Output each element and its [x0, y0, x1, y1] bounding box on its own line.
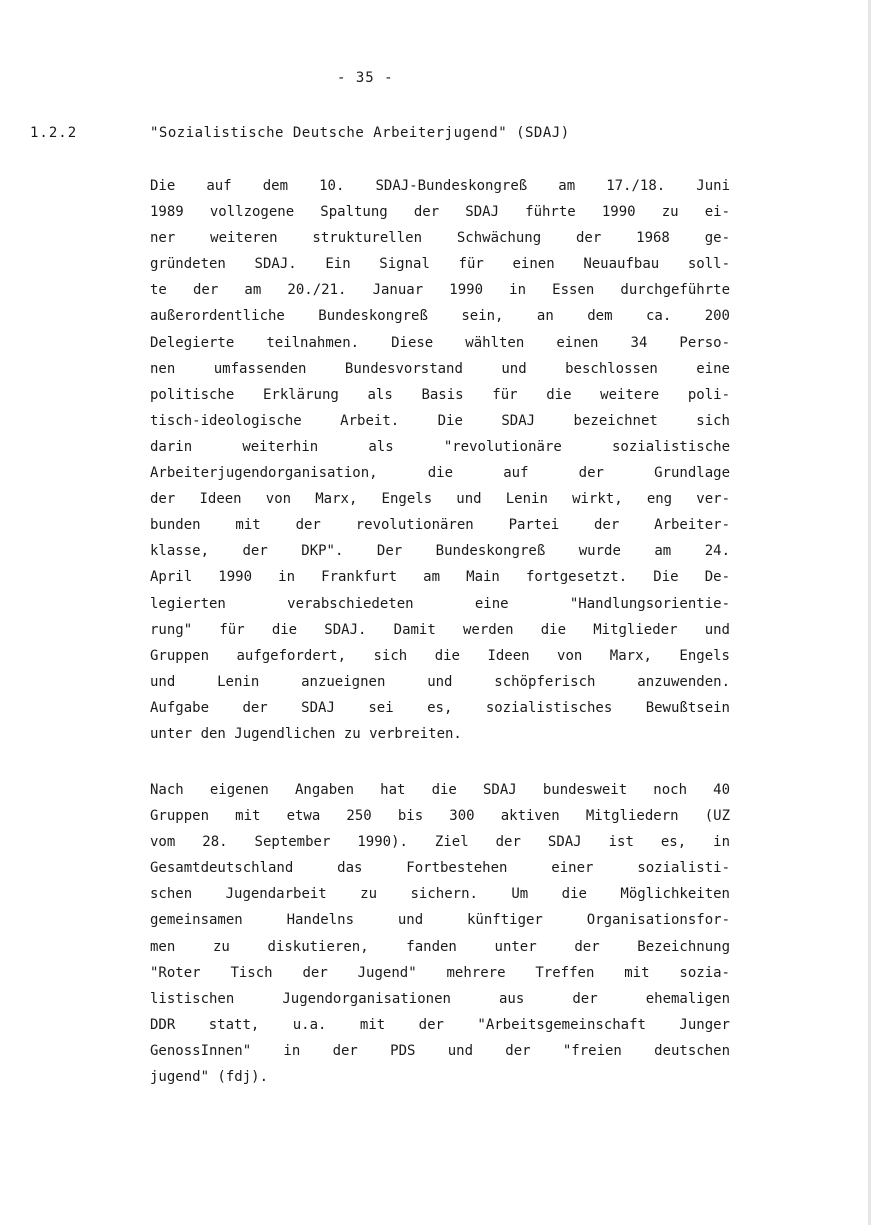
- text-line: GenossInnen" in der PDS und der "freien deutschen: [150, 1042, 730, 1059]
- text-line: April 1990 in Frankfurt am Main fortgesetzt. Die De-: [150, 569, 730, 586]
- text-line: unter den Jugendlichen zu verbreiten.: [150, 725, 462, 742]
- text-line: ner weiteren strukturellen Schwächung der 1968 ge-: [150, 230, 730, 247]
- section-title: "Sozialistische Deutsche Arbeiterjugend" (SDAJ): [150, 125, 570, 141]
- text-line: Arbeiterjugendorganisation, die auf der Grundlage: [150, 465, 730, 482]
- text-line: nen umfassenden Bundesvorstand und beschlossen eine: [150, 360, 730, 377]
- text-line: und Lenin anzueignen und schöpferisch anzuwenden.: [150, 673, 730, 690]
- text-line: Aufgabe der SDAJ sei es, sozialistisches Bewußtsein: [150, 699, 730, 716]
- text-line: gründeten SDAJ. Ein Signal für einen Neuaufbau soll-: [150, 256, 730, 273]
- text-line: schen Jugendarbeit zu sichern. Um die Möglichkeiten: [150, 886, 730, 903]
- text-line: listischen Jugendorganisationen aus der ehemaligen: [150, 990, 730, 1007]
- paragraph-sdaj-congress: [150, 173, 730, 747]
- text-line: 1989 vollzogene Spaltung der SDAJ führte 1990 zu ei-: [150, 204, 730, 221]
- text-line: Gruppen mit etwa 250 bis 300 aktiven Mitgliedern (UZ: [150, 808, 730, 825]
- section-number: 1.2.2: [30, 125, 78, 141]
- text-line: rung" für die SDAJ. Damit werden die Mitglieder und: [150, 621, 730, 638]
- text-line: te der am 20./21. Januar 1990 in Essen durchgeführte: [150, 282, 730, 299]
- text-line: Gesamtdeutschland das Fortbestehen einer sozialisti-: [150, 860, 730, 877]
- text-line: außerordentliche Bundeskongreß sein, an dem ca. 200: [150, 308, 730, 325]
- text-line: bunden mit der revolutionären Partei der Arbeiter-: [150, 517, 730, 534]
- paragraph-sdaj-groups: [150, 777, 730, 1090]
- text-line: vom 28. September 1990). Ziel der SDAJ ist es, in: [150, 834, 730, 851]
- text-line: Die auf dem 10. SDAJ-Bundeskongreß am 17./18. Juni: [150, 178, 730, 194]
- text-line: legierten verabschiedeten eine "Handlungsorientie-: [150, 595, 730, 612]
- text-line: Nach eigenen Angaben hat die SDAJ bundesweit noch 40: [150, 782, 730, 798]
- text-line: Gruppen aufgefordert, sich die Ideen von Marx, Engels: [150, 647, 730, 664]
- text-line: men zu diskutieren, fanden unter der Bezeichnung: [150, 938, 730, 955]
- text-line: darin weiterhin als "revolutionäre sozialistische: [150, 438, 730, 455]
- text-line: tisch-ideologische Arbeit. Die SDAJ bezeichnet sich: [150, 412, 730, 429]
- text-line: gemeinsamen Handelns und künftiger Organisationsfor-: [150, 912, 730, 929]
- text-line: "Roter Tisch der Jugend" mehrere Treffen mit sozia-: [150, 964, 730, 981]
- text-line: Delegierte teilnahmen. Diese wählten einen 34 Perso-: [150, 334, 730, 351]
- text-line: jugend" (fdj).: [150, 1069, 269, 1086]
- text-line: der Ideen von Marx, Engels und Lenin wirkt, eng ver-: [150, 491, 730, 508]
- page-number: - 35 -: [337, 70, 394, 86]
- text-line: klasse, der DKP". Der Bundeskongreß wurde am 24.: [150, 543, 730, 560]
- text-line: DDR statt, u.a. mit der "Arbeitsgemeinschaft Junger: [150, 1016, 730, 1033]
- text-line: politische Erklärung als Basis für die weitere poli-: [150, 386, 730, 403]
